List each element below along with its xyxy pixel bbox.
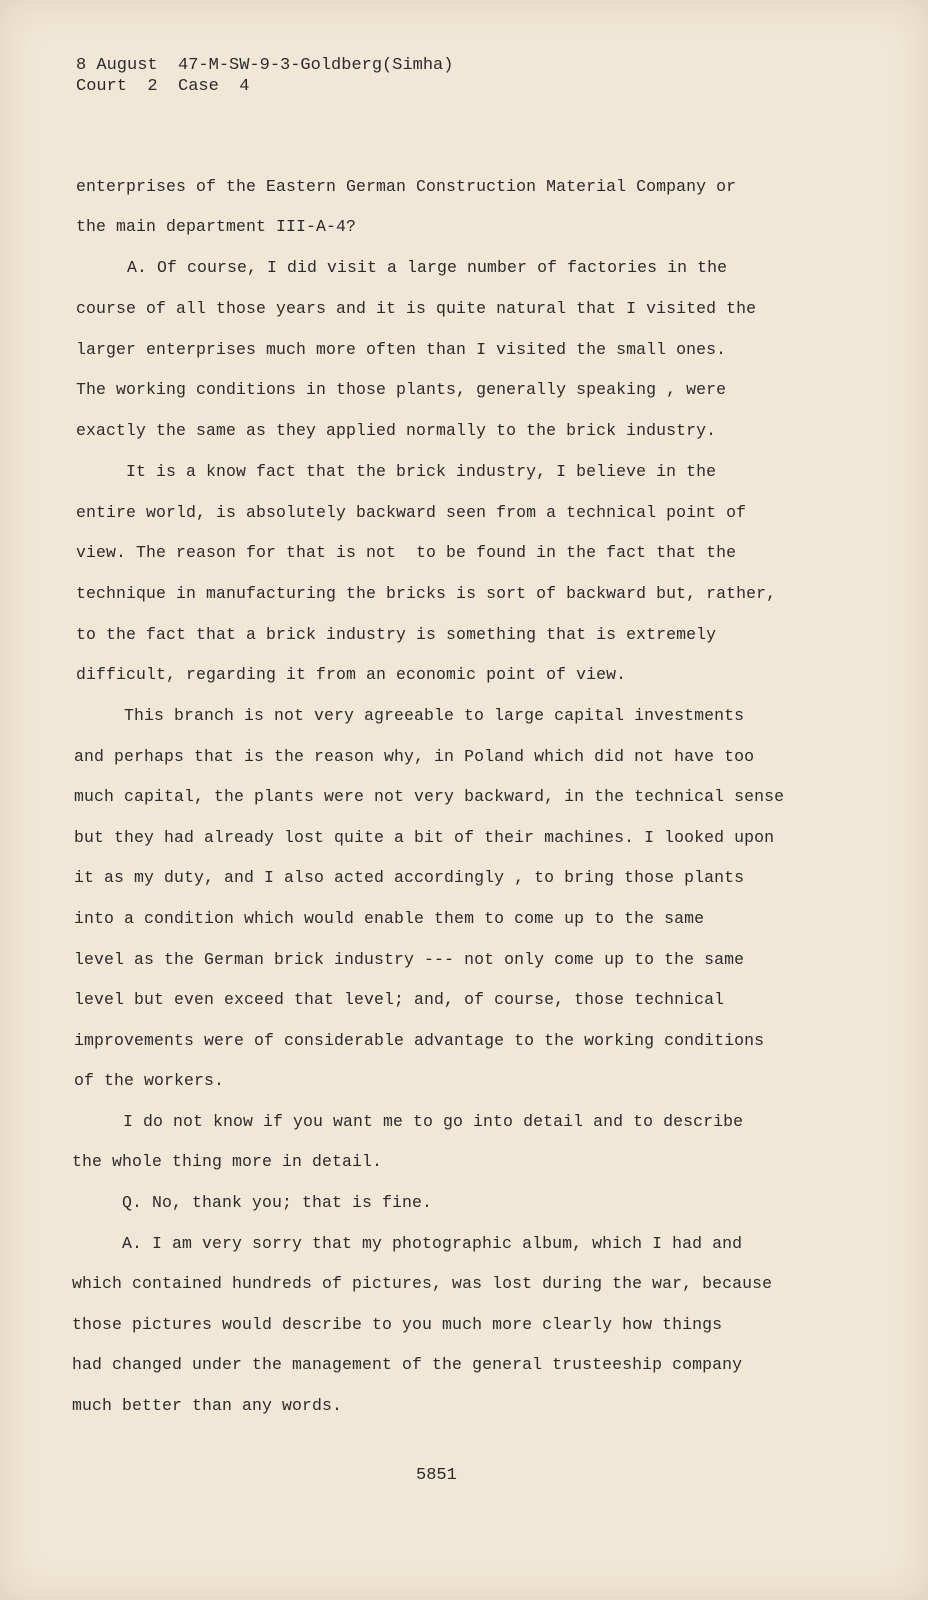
text-line: enterprises of the Eastern German Construction Material Company or xyxy=(76,177,737,196)
text-line: Q. No, thank you; that is fine. xyxy=(122,1193,433,1212)
text-line: This branch is not very agreeable to large capital investments xyxy=(124,706,745,725)
text-line: those pictures would describe to you much more clearly how things xyxy=(72,1315,723,1334)
text-line: improvements were of considerable advantage to the working conditions xyxy=(74,1031,765,1050)
header-court-case: Court 2 Case 4 xyxy=(76,77,250,96)
text-line: technique in manufacturing the bricks is sort of backward but, rather, xyxy=(76,584,777,603)
text-line: A. Of course, I did visit a large number of factories in the xyxy=(127,258,728,277)
text-line: difficult, regarding it from an economic point of view. xyxy=(76,665,627,684)
text-line: into a condition which would enable them to come up to the same xyxy=(74,909,705,928)
text-line: The working conditions in those plants, generally speaking , were xyxy=(76,380,727,399)
text-line: level as the German brick industry --- not only come up to the same xyxy=(74,950,745,969)
page-number: 5851 xyxy=(416,1466,457,1485)
text-line: much capital, the plants were not very backward, in the technical sense xyxy=(74,787,785,806)
text-line: It is a know fact that the brick industry, I believe in the xyxy=(126,462,717,481)
text-line: the whole thing more in detail. xyxy=(72,1152,383,1171)
text-line: entire world, is absolutely backward seen from a technical point of xyxy=(76,503,747,522)
text-line: much better than any words. xyxy=(72,1396,343,1415)
text-line: had changed under the management of the general trusteeship company xyxy=(72,1355,743,1374)
text-line: I do not know if you want me to go into detail and to describe xyxy=(123,1112,744,1131)
text-line: the main department III-A-4? xyxy=(76,217,357,236)
text-line: it as my duty, and I also acted accordingly , to bring those plants xyxy=(74,868,745,887)
text-line: which contained hundreds of pictures, was lost during the war, because xyxy=(72,1274,773,1293)
header-date-docket: 8 August 47-M-SW-9-3-Goldberg(Simha) xyxy=(76,56,454,75)
text-line: and perhaps that is the reason why, in Poland which did not have too xyxy=(74,747,755,766)
text-line: view. The reason for that is not to be found in the fact that the xyxy=(76,543,737,562)
text-line: larger enterprises much more often than I visited the small ones. xyxy=(76,340,727,359)
document-header xyxy=(76,55,453,97)
text-line: level but even exceed that level; and, of course, those technical xyxy=(74,990,725,1009)
text-line: but they had already lost quite a bit of their machines. I looked upon xyxy=(74,828,775,847)
text-line: exactly the same as they applied normally to the brick industry. xyxy=(76,421,717,440)
text-line: to the fact that a brick industry is something that is extremely xyxy=(76,625,717,644)
text-line: A. I am very sorry that my photographic album, which I had and xyxy=(122,1234,743,1253)
text-line: course of all those years and it is quite natural that I visited the xyxy=(76,299,757,318)
text-line: of the workers. xyxy=(74,1071,225,1090)
